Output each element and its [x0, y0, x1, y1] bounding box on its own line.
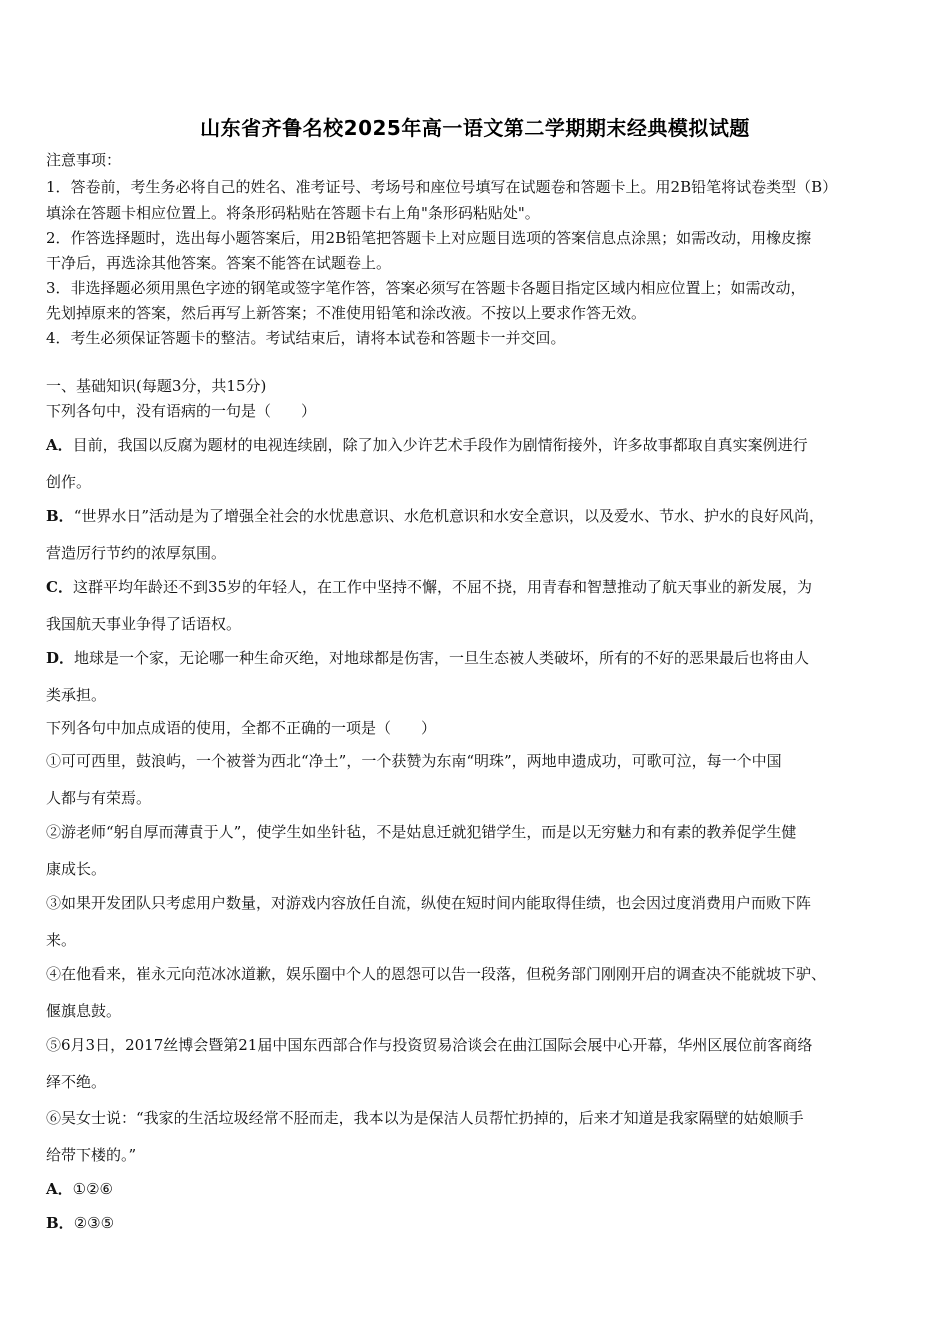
statement-item: ②游老师“躬自厚而薄責于人”，使学生如坐针毡，不是姑息迁就犯错学生，而是以无穷魅力和有素的教养促学生健	[46, 823, 797, 841]
option-continuation: 类承担。	[46, 686, 107, 704]
option-continuation: 营造厉行节约的浓厚氛围。	[46, 544, 227, 562]
section-heading: 一、基础知识(每题3分，共15分)	[46, 377, 267, 395]
notice-line: 干净后，再选涂其他答案。答案不能答在试题卷上。	[46, 254, 392, 272]
option-label: B．	[46, 507, 74, 525]
option-label: A．	[46, 436, 73, 454]
notice-line: 4．考生必须保证答题卡的整洁。考试结束后，请将本试卷和答题卡一并交回。	[46, 329, 566, 347]
statement-item: ①可可西里，鼓浪屿，一个被誉为西北“净土”，一个获赞为东南“明珠”，两地申遗成功，可歌可泣，每一个中国	[46, 752, 782, 770]
statement-continuation: 偃旗息鼓。	[46, 1002, 122, 1020]
notice-line: 填涂在答题卡相应位置上。将条形码粘贴在答题卡右上角"条形码粘贴处"。	[46, 204, 540, 222]
statement-continuation: 给带下楼的。”	[46, 1146, 137, 1164]
option-text: 目前，我国以反腐为题材的电视连续剧，除了加入少许艺术手段作为剧情衔接外，许多故事都取自真实案例进行	[72, 436, 808, 454]
notice-line: 1．答卷前，考生务必将自己的姓名、准考证号、考场号和座位号填写在试题卷和答题卡上。用2B铅笔将试卷类型（B）	[46, 178, 838, 196]
notice-line: 3．非选择题必须用黑色字迹的钢笔或签字笔作答，答案必须写在答题卡各题目指定区域内相应位置上；如需改动，	[46, 279, 806, 297]
notice-heading: 注意事项：	[46, 151, 122, 169]
option-continuation: 创作。	[46, 473, 92, 491]
statement-item: ④在他看来，崔永元向范冰冰道歉，娱乐圈中个人的恩怨可以告一段落，但税务部门刚刚开启的调查决不能就坡下驴、	[46, 965, 827, 983]
statement-continuation: 人都与有荣焉。	[46, 789, 152, 807]
statement-item: ⑥吴女士说：“我家的生活垃圾经常不胫而走，我本以为是保洁人员帮忙扔掉的，后来才知道是我家隔壁的姑娘顺手	[46, 1109, 804, 1127]
statement-item: ③如果开发团队只考虑用户数量，对游戏内容放任自流，纵使在短时间内能取得佳绩，也会因过度消费用户而败下阵	[46, 894, 812, 912]
page-title: 山东省齐鲁名校2025年高一语文第二学期期末经典模拟试题	[200, 116, 750, 140]
statement-item: ⑤6月3日，2017丝博会暨第21届中国东西部合作与投资贸易洽谈会在曲江国际会展中心开幕，华州区展位前客商络	[46, 1036, 813, 1054]
option-c	[46, 577, 916, 597]
option-d	[46, 648, 916, 668]
option-text: ②③⑤	[73, 1214, 115, 1232]
statement-continuation: 绎不绝。	[46, 1073, 107, 1091]
option-text: 地球是一个家，无论哪一种生命灭绝，对地球都是伤害，一旦生态被人类破坏，所有的不好的恶果最后也将由人	[74, 649, 810, 667]
answer-option-a	[46, 1179, 916, 1199]
option-text: ①②⑥	[72, 1180, 113, 1198]
option-text: “世界水日”活动是为了增强全社会的水忧患意识、水危机意识和水安全意识，以及爱水、节水、护水的良好风尚，	[73, 507, 825, 525]
option-continuation: 我国航天事业争得了话语权。	[46, 615, 242, 633]
notice-line: 2．作答选择题时，选出每小题答案后，用2B铅笔把答题卡上对应题目选项的答案信息点涂黑；如需改动，用橡皮擦	[46, 229, 812, 247]
question-stem: 下列各句中加点成语的使用，全都不正确的一项是（ ）	[46, 719, 437, 737]
notice-line: 先划掉原来的答案，然后再写上新答案；不准使用铅笔和涂改液。不按以上要求作答无效。	[46, 304, 647, 322]
option-label: D．	[46, 649, 75, 667]
statement-continuation: 康成长。	[46, 860, 107, 878]
answer-option-b	[46, 1213, 916, 1233]
option-label: A．	[46, 1180, 73, 1198]
option-a	[46, 435, 916, 455]
statement-continuation: 来。	[46, 931, 77, 949]
question-stem: 下列各句中，没有语病的一句是（ ）	[46, 402, 317, 420]
option-b	[46, 506, 916, 526]
option-label: C．	[46, 578, 73, 596]
option-label: B．	[46, 1214, 74, 1232]
option-text: 这群平均年龄还不到35岁的年轻人，在工作中坚持不懈，不屈不挠，用青春和智慧推动了航天事业的新发展，为	[72, 578, 813, 596]
